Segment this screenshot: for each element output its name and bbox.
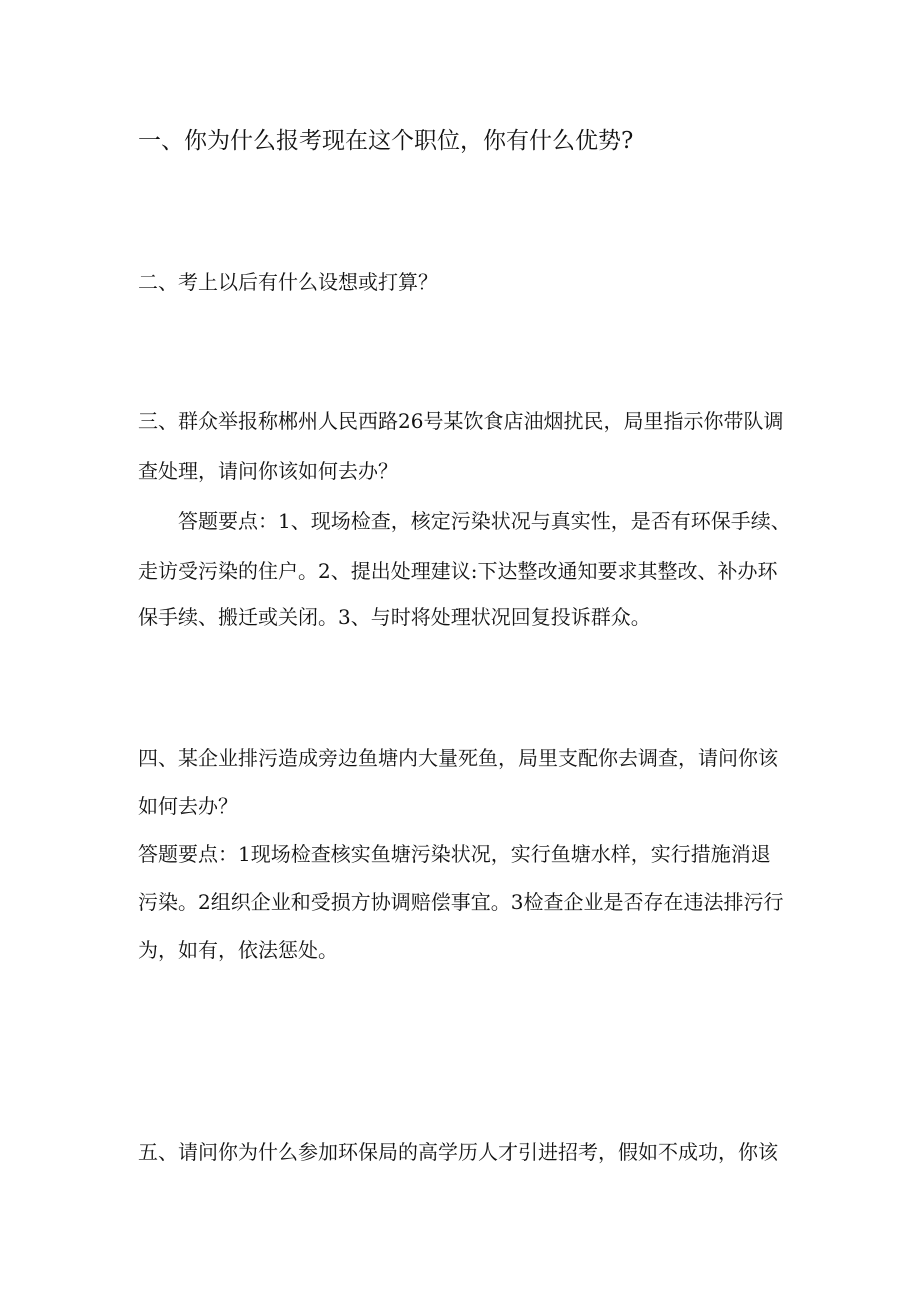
answer-4-line-2: 污染。2组织企业和受损方协调赔偿事宜。3检查企业是否存在违法排污行 [138, 890, 784, 914]
question-4-line-1: 四、某企业排污造成旁边鱼塘内大量死鱼，局里支配你去调查，请问你该 [138, 746, 778, 770]
question-5-line-1: 五、请问你为什么参加环保局的高学历人才引进招考，假如不成功，你该 [138, 1140, 778, 1164]
answer-3-line-2: 走访受污染的住户。2、提出处理建议:下达整改通知要求其整改、补办环 [138, 559, 778, 583]
question-4-line-2: 如何去办？ [138, 794, 238, 818]
question-1: 一、你为什么报考现在这个职位，你有什么优势? [138, 128, 634, 154]
answer-4-line-3: 为，如有，依法惩处。 [138, 938, 338, 962]
question-3-line-2: 查处理，请问你该如何去办？ [138, 459, 398, 483]
question-3-line-1: 三、群众举报称郴州人民西路26号某饮食店油烟扰民，局里指示你带队调 [138, 409, 784, 433]
answer-4-line-1: 答题要点：1现场检查核实鱼塘污染状况，实行鱼塘水样，实行措施消退 [138, 842, 771, 866]
answer-3-line-1: 答题要点：1、现场检查，核定污染状况与真实性，是否有环保手续、 [178, 509, 791, 533]
answer-3-line-3: 保手续、搬迁或关闭。3、与时将处理状况回复投诉群众。 [138, 605, 651, 629]
question-2: 二、考上以后有什么设想或打算？ [138, 270, 438, 294]
